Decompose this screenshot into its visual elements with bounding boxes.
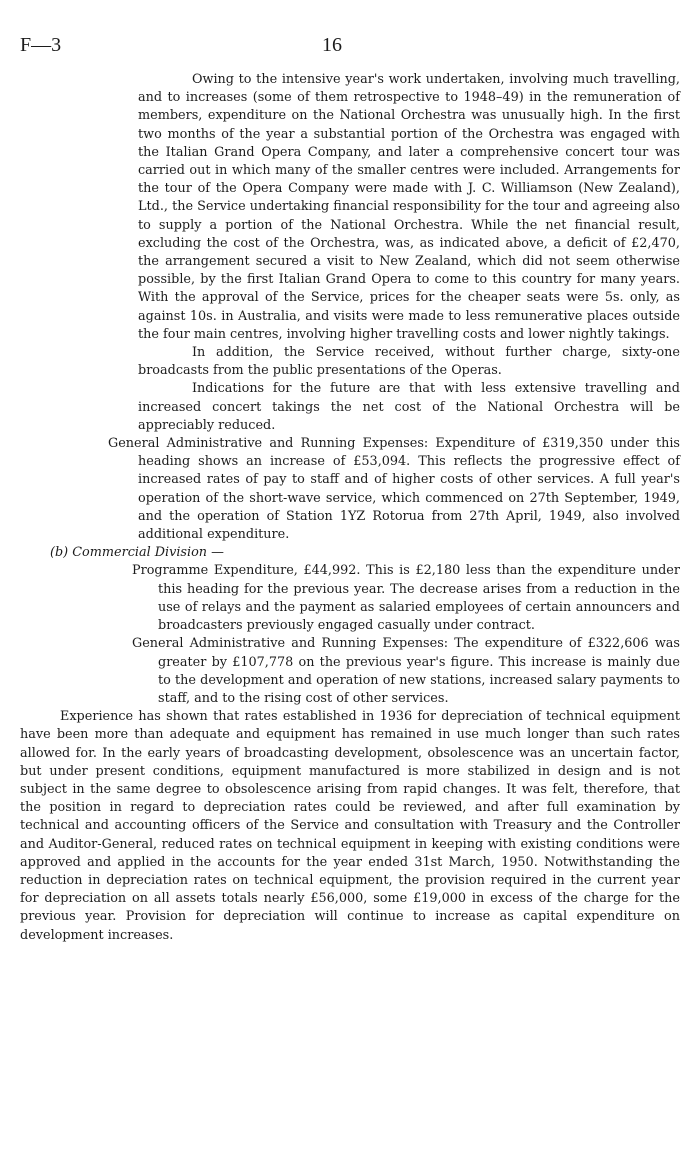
paragraph-programme-expenditure: Programme Expenditure, £44,992. This is £2,180 less than the expenditure under this heading for the previous year. The decrease arises from a reduction in the use of relays and the payment as salaried employees of certain announcers and broadcasters previously engaged casually under contract.	[132, 563, 680, 634]
paragraph-general-admin-commercial: General Administrative and Running Expenses: The expenditure of £322,606 was greater by £107,778 on the previous year's figure. This increase is mainly due to the development and operation of new stations, increased salary payments to staff, and to the rising cost of other services.	[132, 636, 680, 706]
paragraph-opera-broadcasts: In addition, the Service received, without further charge, sixty-one broadcasts from the public presentations of the Operas.	[138, 345, 680, 379]
paragraph-national-orchestra: Owing to the intensive year's work undertaken, involving much travelling, and to increases (some of them retrospective to 1948–49) in the remuneration of members, expenditure on the National Orchestra was unusually high. In the first two months of the year a substantial portion of the Orchestra was engaged with the Italian Grand Opera Company, and later a comprehensive concert tour was carried out in which many of the smaller centres were included. Arrangements for the tour of the Opera Company were made with J. C. Williamson (New Zealand), Ltd., the Service undertaking financial responsibility for the tour and agreeing also to supply a portion of the National Orchestra. While the net financial result, excluding the cost of the Orchestra, was, as indicated above, a deficit of £2,470, the arrangement secured a visit to New Zealand, which did not seem otherwise possible, by the first Italian Grand Opera to come to this country for many years. With the approval of the Service, prices for the cheaper seats were 5s. only, as against 10s. in Australia, and visits were made to less remunerative places outside the four main centres, involving higher travelling costs and lower nightly takings.	[138, 72, 680, 342]
paragraph-future-indications: Indications for the future are that with less extensive travelling and increased concert takings the net cost of the National Orchestra will be appreciably reduced.	[138, 381, 680, 433]
commercial-division-heading: (b) Commercial Division —	[50, 545, 224, 561]
page-number: 16	[322, 34, 342, 56]
report-body	[20, 71, 680, 945]
paragraph-general-admin-noncommercial: General Administrative and Running Expenses: Expenditure of £319,350 under this heading shows an increase of £53,094. This reflects the progressive effect of increased rates of pay to staff and of higher costs of other services. A full year's operation of the short-wave service, which commenced on 27th September, 1949, and the operation of Station 1YZ Rotorua from 27th April, 1949, also involved additional expenditure.	[108, 436, 680, 543]
document-reference: F—3	[20, 34, 62, 56]
paragraph-depreciation: Experience has shown that rates established in 1936 for depreciation of technical equipment have been more than adequate and equipment has remained in use much longer than such rates allowed for. In the early years of broadcasting development, obsolescence was an uncertain factor, but under present conditions, equipment manufactured is more stabilized in design and is not subject in the same degree to obsolescence arising from rapid changes. It was felt, therefore, that the position in regard to depreciation rates could be reviewed, and after full examination by technical and accounting officers of the Service and consultation with Treasury and the Controller and Auditor-General, reduced rates on technical equipment in keeping with existing conditions were approved and applied in the accounts for the year ended 31st March, 1950. Notwithstanding the reduction in depreciation rates on technical equipment, the provision required in the current year for depreciation on all assets totals nearly £56,000, some £19,000 in excess of the charge for the previous year. Provision for depreciation will continue to increase as capital expenditure on development increases.	[20, 709, 680, 943]
